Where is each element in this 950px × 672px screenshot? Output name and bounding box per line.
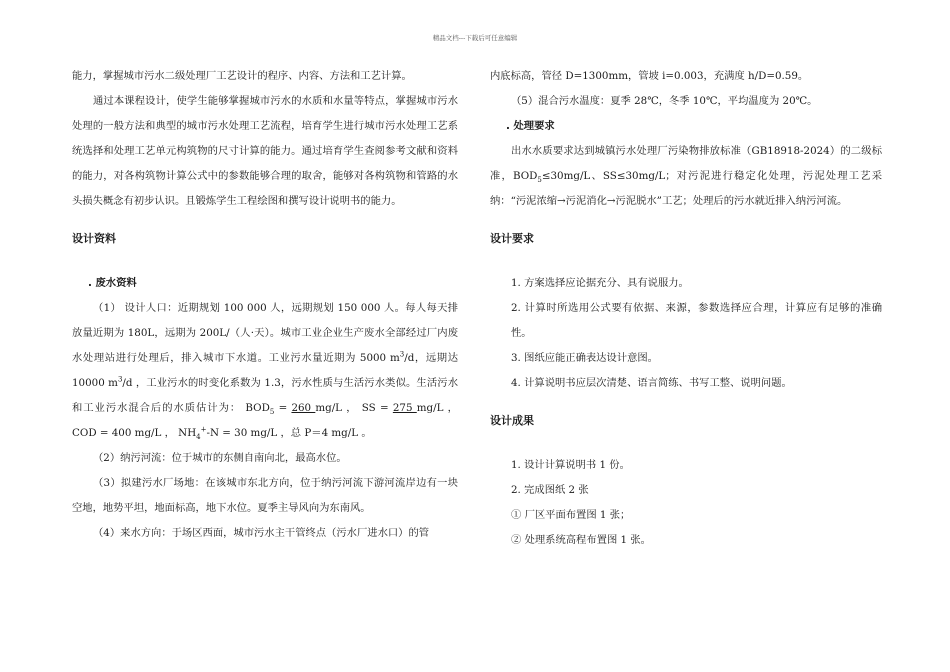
list-item: 1. 设计计算说明书 1 份。 xyxy=(511,459,630,471)
list-item: ① 厂区平面布置图 1 张； xyxy=(511,509,631,521)
paragraph-item-5: （5）混合污水温度：夏季 28℃，冬季 10℃，平均温度为 20℃。 xyxy=(511,95,818,107)
paragraph-item-2: （2）纳污河流：位于城市的东侧自南向北，最高水位。 xyxy=(93,452,347,464)
paragraph: 能力，掌握城市污水二级处理厂工艺设计的程序、内容、方法和工艺计算。 xyxy=(72,70,412,82)
list-item: 2. 计算时所选用公式要有依据、来源，参数选择应合理，计算应有足够的准确性。 xyxy=(511,302,882,339)
subheading-treatment: . 处理要求 xyxy=(506,120,555,132)
list-item: 1. 方案选择应论据充分、具有说服力。 xyxy=(511,277,689,289)
paragraph-item-4: （4）来水方向：于场区西面，城市污水主干管终点（污水厂进水口）的管 xyxy=(93,527,430,539)
paragraph: 内底标高，管径 D=1300mm，管坡 i=0.003，充满度 h/D=0.59。 xyxy=(490,70,809,82)
paragraph-item-3: （3）拟建污水厂场地：在该城市东北方向，位于纳污河流下游河流岸边有一块空地，地势平坦，地面标高，地下水位。夏季主导风向为东南风。 xyxy=(72,477,458,514)
section-heading-design-data: 设计资料 xyxy=(72,232,116,245)
list-item: 3. 图纸应能正确表达设计意图。 xyxy=(511,352,658,364)
list-item: ② 处理系统高程布置图 1 张。 xyxy=(511,534,651,546)
list-item: 2. 完成图纸 2 张 xyxy=(511,484,589,496)
right-column xyxy=(490,64,882,553)
paragraph-item-1: （1） 设计人口：近期规划 100 000 人，远期规划 150 000 人。每人每天排放量近期为 180L，远期为 200L/（人·天）。城市工业企业生产废水全部经过厂内废水处理站进行处理后，排入城市下水道。工业污水量近期为 5000 $m^3/d$，远期达 10000 $m^3/d$ ，工业污水的时变化系数为 1.3，污水性质与生活污水类似。生活污水和工业污水混合后的水质估计为： $BOD_5 = 260$ mg/L ， SS = 275 mg/L ， COD = 400 mg/L ， $NH_4^+-N = 30$ mg/L ，总 P＝4 mg/L 。 xyxy=(72,302,459,442)
subheading-wastewater: . 废水资料 xyxy=(88,277,137,289)
section-heading-requirements: 设计要求 xyxy=(490,232,534,245)
paragraph-treatment: 出水水质要求达到城镇污水处理厂污染物排放标准（GB18918-2024）的二级标准，$BOD_5\le 30mg/L$、SS≤30mg/L；对污泥进行稳定化处理，污泥处理工艺采纳：“污泥浓缩→污泥消化→污泥脱水”工艺；处理后的污水就近排入纳污河流。 xyxy=(490,145,882,207)
left-column xyxy=(72,64,458,546)
list-item: 4. 计算说明书应层次清楚、语言简练、书写工整、说明问题。 xyxy=(511,377,792,389)
paragraph: 通过本课程设计，使学生能够掌握城市污水的水质和水量等特点，掌握城市污水处理的一般方法和典型的城市污水处理工艺流程，培育学生进行城市污水处理工艺系统选择和处理工艺单元构筑物的尺寸计算的能力。通过培育学生查阅参考文献和资料的能力，对各构筑物计算公式中的参数能够合理的取舍，能够对各构筑物和管路的水头损失概念有初步认识。且锻炼学生工程绘图和撰写设计说明书的能力。 xyxy=(72,95,458,207)
page-header: 精品文档---下载后可任意编辑 xyxy=(432,34,518,42)
section-heading-results: 设计成果 xyxy=(490,414,534,427)
